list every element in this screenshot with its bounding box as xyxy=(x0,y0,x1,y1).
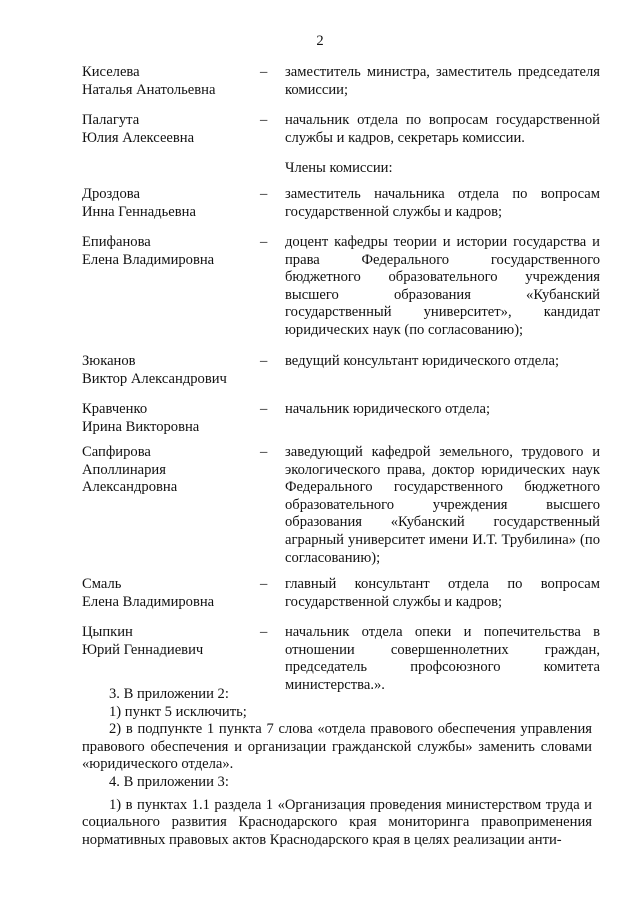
paragraph: 1) пункт 5 исключить; xyxy=(109,703,247,720)
member-surname: Киселева xyxy=(82,64,140,80)
dash: – xyxy=(260,64,268,80)
member-surname: Зюканов xyxy=(82,353,136,369)
page-number: 2 xyxy=(316,33,324,49)
member-entry xyxy=(82,353,600,401)
member-entry xyxy=(82,186,600,234)
member-role: начальник юридического отдела; xyxy=(285,401,491,417)
member-name xyxy=(82,353,252,388)
member-name xyxy=(82,624,252,659)
member-surname: Сапфирова xyxy=(82,444,151,460)
dash: – xyxy=(260,234,268,250)
member-role: заведующий кафедрой земельного, трудового и экологического права, доктор юридических наук Федерального государственного бюджетного образовательного учреждения высшего образования «Кубанский государственный аграрный университет имени И.Т. Трубилина» (по согласованию); xyxy=(285,444,600,566)
member-role: ведущий консультант юридического отдела; xyxy=(285,353,560,369)
member-given-names: Ирина Викторовна xyxy=(82,418,200,435)
member-role: заместитель начальника отдела по вопросам государственной службы и кадров; xyxy=(285,186,600,220)
member-entry xyxy=(82,444,600,576)
member-name xyxy=(82,576,252,611)
member-given-names: Александровна xyxy=(82,479,178,496)
members-heading: Члены комиссии: xyxy=(285,160,393,176)
commission-members-list xyxy=(82,64,600,693)
member-given-names: Виктор Александрович xyxy=(82,370,227,387)
member-name xyxy=(82,444,252,497)
paragraph: 2) в подпункте 1 пункта 7 слова «отдела правового обеспечения управления правового обеспечения и организации гражданской службы» заменить словами «юридического отдела». xyxy=(82,721,592,773)
dash: – xyxy=(260,112,268,128)
member-role: заместитель министра, заместитель председателя комиссии; xyxy=(285,64,600,98)
member-entry xyxy=(82,234,600,353)
member-given-names: Наталья Анатольевна xyxy=(82,81,216,98)
dash: – xyxy=(260,353,268,369)
member-given-names: Елена Владимировна xyxy=(82,251,215,268)
member-name xyxy=(82,112,252,147)
dash: – xyxy=(260,186,268,202)
member-role: начальник отдела по вопросам государственной службы и кадров, секретарь комиссии. xyxy=(285,112,600,146)
paragraph: 3. В приложении 2: xyxy=(109,686,229,702)
member-given-names: Юрий Геннадиевич xyxy=(82,641,204,658)
member-surname: Кравченко xyxy=(82,401,148,417)
member-given-names: Аполлинария xyxy=(82,461,166,478)
member-surname: Дроздова xyxy=(82,186,140,202)
member-entry xyxy=(82,576,600,624)
member-surname: Смаль xyxy=(82,576,122,592)
member-role: начальник отдела опеки и попечительства в отношении совершеннолетних граждан, председатель профсоюзного комитета министерства.». xyxy=(285,624,600,693)
dash: – xyxy=(260,401,268,417)
amendment-text xyxy=(82,686,592,849)
member-name xyxy=(82,234,252,269)
member-entry xyxy=(82,112,600,160)
member-entry xyxy=(82,64,600,112)
member-name xyxy=(82,401,252,436)
member-name xyxy=(82,64,252,99)
member-name xyxy=(82,186,252,221)
member-entry xyxy=(82,401,600,444)
dash: – xyxy=(260,444,268,460)
member-surname: Епифанова xyxy=(82,234,151,250)
dash: – xyxy=(260,624,268,640)
member-given-names: Инна Геннадьевна xyxy=(82,203,196,220)
member-surname: Палагута xyxy=(82,112,140,128)
paragraph: 4. В приложении 3: xyxy=(109,773,229,790)
member-entry xyxy=(82,624,600,693)
member-role: главный консультант отдела по вопросам государственной службы и кадров; xyxy=(285,576,600,610)
dash: – xyxy=(260,576,268,592)
paragraph: 1) в пунктах 1.1 раздела 1 «Организация проведения министерством труда и социального развития Краснодарского края мониторинга правоприменения нормативных правовых актов Краснодарского края в целях реализации анти- xyxy=(82,796,592,848)
member-given-names: Елена Владимировна xyxy=(82,593,215,610)
member-given-names: Юлия Алексеевна xyxy=(82,129,195,146)
member-role: доцент кафедры теории и истории государства и права Федерального государственного бюджетного образовательного учреждения высшего образования «Кубанский государственный университет», кандидат юридических наук (по согласованию); xyxy=(285,234,600,338)
member-surname: Цыпкин xyxy=(82,624,133,640)
